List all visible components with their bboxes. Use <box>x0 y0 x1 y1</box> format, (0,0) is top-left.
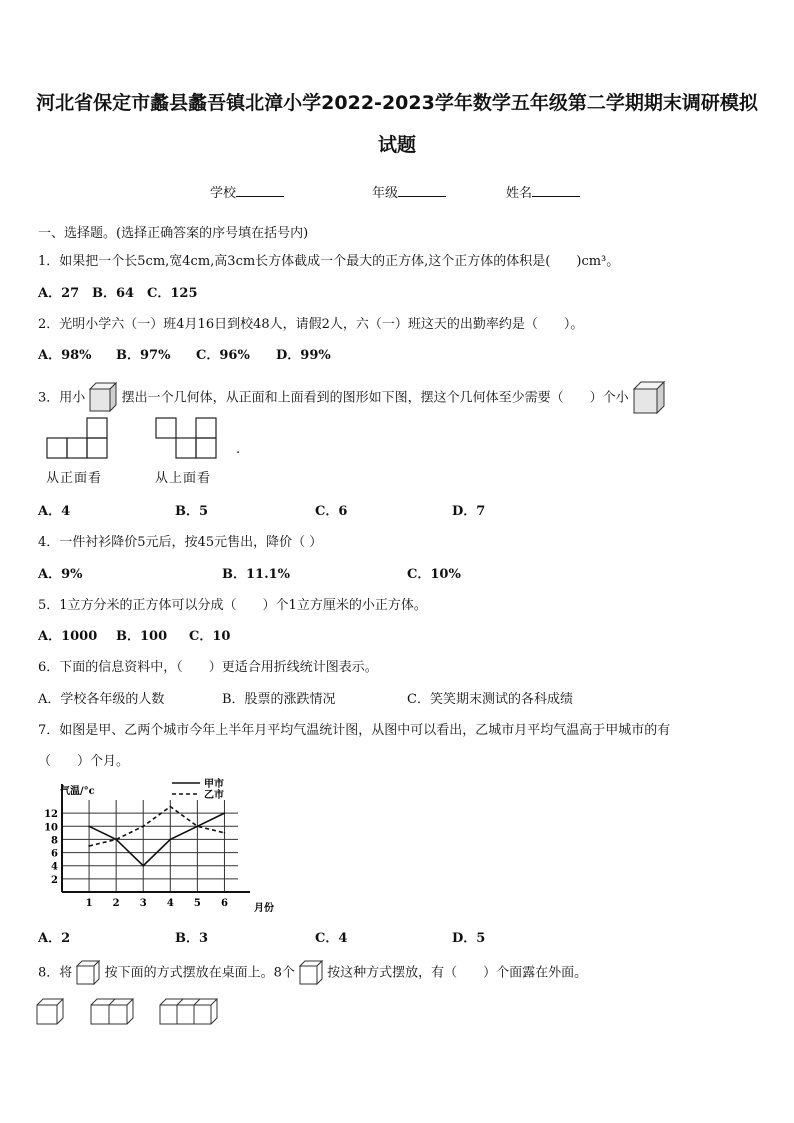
q3-option-c: C．6 <box>315 504 348 519</box>
q5-option-b: B．100 <box>116 629 168 644</box>
q8-text-b: 按下面的方式摆放在桌面上。8个 <box>104 965 295 981</box>
q3-text-b: 摆出一个几何体，从正面和上面看到的图形如下图，摆这个几何体至少需要（ ）个小 <box>121 390 629 406</box>
grade-blank <box>398 184 446 197</box>
section-heading: 一、选择题。(选择正确答案的序号填在括号内) <box>38 226 309 241</box>
y-tick-label: 10 <box>44 822 58 834</box>
legend-series-1: 甲市 <box>204 779 224 790</box>
q1-option-b: B．64 <box>92 286 135 301</box>
series-1-point <box>142 865 144 867</box>
x-tick-label: 1 <box>85 898 93 909</box>
series-2-point <box>224 832 226 834</box>
q7-option-a: A．2 <box>38 931 71 946</box>
q4-option-b: B．11.1% <box>222 567 291 582</box>
x-tick-label: 3 <box>139 898 147 909</box>
question-4: 4．一件衬衫降价5元后，按45元售出，降价（ ） <box>38 535 323 550</box>
page-title-continued: 试题 <box>377 134 416 156</box>
q7-option-c: C．4 <box>315 931 348 946</box>
q7-option-d: D．5 <box>452 931 486 946</box>
page-title: 河北省保定市蠡县蠡吾镇北漳小学2022-2023学年数学五年级第二学期期末调研模拟 <box>36 92 758 114</box>
school-field <box>210 182 284 201</box>
q8-text-c: 按这种方式摆放，有（ ）个面露在外面。 <box>327 965 588 981</box>
q4-option-c: C．10% <box>407 567 461 582</box>
series-2-point <box>197 825 199 827</box>
top-view-figure <box>155 416 223 460</box>
chart-xlabel: 月份 <box>254 903 274 914</box>
cube-icon <box>76 960 100 986</box>
cube-icon <box>299 960 323 986</box>
chart-ylabel: 气温/°c <box>60 786 95 797</box>
q5-option-a: A．1000 <box>38 629 98 644</box>
y-tick-label: 2 <box>51 874 58 886</box>
x-tick-label: 4 <box>166 898 174 909</box>
series-1-point <box>224 812 226 814</box>
x-tick-label: 6 <box>220 898 228 909</box>
question-1: 1．如果把一个长5cm,宽4cm,高3cm长方体截成一个最大的正方体,这个正方体的体积是( )cm³。 <box>38 254 620 269</box>
series-1-point <box>88 825 90 827</box>
question-8 <box>38 960 587 986</box>
q6-option-b: B．股票的涨跌情况 <box>222 692 336 707</box>
legend-series-2: 乙市 <box>204 790 224 801</box>
question-7-continued: （ ）个月。 <box>38 754 130 769</box>
top-view-label: 从上面看 <box>155 471 212 486</box>
q1-option-c: C．125 <box>147 286 198 301</box>
x-tick-label: 5 <box>193 898 201 909</box>
series-2-point <box>88 845 90 847</box>
question-2: 2．光明小学六（一）班4月16日到校48人，请假2人，六（一）班这天的出勤率约是（ ）。 <box>38 317 584 332</box>
question-3 <box>38 381 665 415</box>
school-label: 学校 <box>210 186 237 201</box>
y-tick-label: 12 <box>44 809 58 821</box>
q5-option-c: C．10 <box>189 629 231 644</box>
q3-text-a: 3．用小 <box>38 390 86 406</box>
series-1-point <box>170 839 172 841</box>
temperature-line-chart <box>40 772 290 918</box>
small-cube-icon <box>633 381 665 415</box>
one-cube-figure <box>36 998 68 1026</box>
figure-period: . <box>236 442 241 457</box>
front-view-label: 从正面看 <box>46 471 103 486</box>
q3-option-b: B．5 <box>175 504 209 519</box>
school-blank <box>236 184 284 197</box>
y-tick-label: 6 <box>51 848 58 860</box>
series-2-point <box>115 839 117 841</box>
question-7: 7．如图是甲、乙两个城市今年上半年月平均气温统计图，从图中可以看出，乙城市月平均气温高于甲城市的有 <box>38 723 671 738</box>
q8-text-a: 8．将 <box>38 965 73 981</box>
front-view-figure <box>46 416 114 460</box>
q3-option-d: D．7 <box>452 504 486 519</box>
q3-option-a: A．4 <box>38 504 71 519</box>
q1-option-a: A．27 <box>38 286 80 301</box>
q6-option-a: A．学校各年级的人数 <box>38 692 165 707</box>
q4-option-a: A．9% <box>38 567 83 582</box>
q2-option-d: D．99% <box>276 348 331 363</box>
three-cube-figure <box>159 998 221 1026</box>
name-label: 姓名 <box>506 186 533 201</box>
q6-option-c: C．笑笑期末测试的各科成绩 <box>407 692 573 707</box>
question-5: 5．1立方分米的正方体可以分成（ ）个1立方厘米的小正方体。 <box>38 598 427 613</box>
grade-label: 年级 <box>372 186 399 201</box>
q2-option-c: C．96% <box>196 348 250 363</box>
two-cube-figure <box>90 998 136 1026</box>
name-field <box>506 182 580 201</box>
q2-option-a: A．98% <box>38 348 92 363</box>
y-tick-label: 8 <box>51 835 58 847</box>
series-2-point <box>142 825 144 827</box>
small-cube-icon <box>89 382 117 414</box>
series-2-point <box>170 806 172 808</box>
name-blank <box>532 184 580 197</box>
q7-option-b: B．3 <box>175 931 209 946</box>
y-tick-label: 4 <box>51 861 58 873</box>
question-6: 6．下面的信息资料中，（ ）更适合用折线统计图表示。 <box>38 660 378 675</box>
grade-field <box>372 182 446 201</box>
x-tick-label: 2 <box>112 898 120 909</box>
q2-option-b: B．97% <box>116 348 171 363</box>
